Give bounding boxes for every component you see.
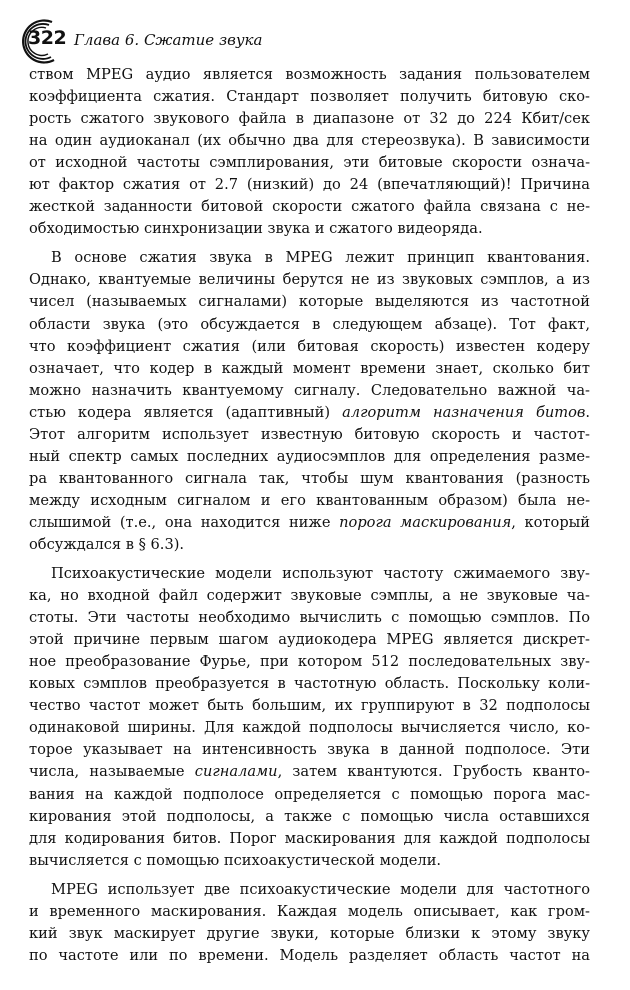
page-header xyxy=(14,16,614,66)
text-line: стоты. Эти частоты необходимо вычислить с помощью сэмплов. По xyxy=(29,609,590,627)
text-line: на один аудиоканал (их обычно два для стереозвука). В зависимости xyxy=(29,132,590,150)
text-line xyxy=(29,402,590,424)
body-text xyxy=(29,64,590,974)
text-line: ством MPEG аудио является возможность задания пользователем xyxy=(29,66,590,83)
text-line: жесткой заданности битовой скорости сжатого файла связана с не- xyxy=(29,198,590,216)
text-line: торое указывает на интенсивность звука в данной подполосе. Эти xyxy=(29,741,590,759)
emphasized-term: алгоритм назначения битов xyxy=(342,403,586,421)
text-segment: стью кодера является (адаптивный) xyxy=(29,403,331,421)
text-line: обсуждался в § 6.3). xyxy=(29,535,185,553)
page-number-badge xyxy=(14,16,67,66)
text-line: чисел (называемых сигналами) которые выделяются из частотной xyxy=(29,293,590,311)
text-line: что коэффициент сжатия (или битовая скорость) известен кодеру xyxy=(29,337,590,355)
text-line: коэффициента сжатия. Стандарт позволяет получить битовую ско- xyxy=(29,88,590,106)
paragraph-2 xyxy=(29,247,590,556)
text-line: Однако, квантуемые величины берутся не из звуковых сэмплов, а из xyxy=(29,271,590,289)
text-line: В основе сжатия звука в MPEG лежит принцип квантования. xyxy=(51,249,590,267)
paragraph-1 xyxy=(29,64,590,240)
text-segment: , который xyxy=(511,513,590,531)
text-line: кирования этой подполосы, а также с помощью числа оставшихся xyxy=(29,807,590,825)
emphasized-term: сигналами xyxy=(194,763,278,781)
text-line: области звука (это обсуждается в следующем абзаце). Тот факт, xyxy=(29,315,590,333)
text-line: Психоакустические модели используют частоту сжимаемого зву- xyxy=(51,565,590,583)
text-line: этой причине первым шагом аудиокодера MPEG является дискрет- xyxy=(29,631,590,649)
text-segment: числа, называемые xyxy=(29,763,185,781)
text-line: ный спектр самых последних аудиосэмплов для определения разме- xyxy=(29,447,590,465)
paragraph-4 xyxy=(29,879,590,967)
text-line: чество частот может быть большим, их группируют в 32 подполосы xyxy=(29,697,590,715)
text-line: по частоте или по времени. Модель разделяет область частот на xyxy=(29,946,590,964)
text-line: ковых сэмплов преобразуется в частотную область. Поскольку коли- xyxy=(29,675,590,693)
text-segment: , затем квантуются. Грубость кванто- xyxy=(277,763,590,781)
text-line: рость сжатого звукового файла в диапазоне от 32 до 224 Кбит/сек xyxy=(29,110,590,128)
text-line: обходимостью синхронизации звука и сжатого видеоряда. xyxy=(29,220,483,238)
text-line: ют фактор сжатия от 2.7 (низкий) до 24 (впечатляющий)! Причина xyxy=(29,176,590,194)
page-number: 322 xyxy=(28,27,67,49)
text-line: кий звук маскирует другие звуки, которые близки к этому звуку xyxy=(29,924,590,942)
text-segment: слышимой (т.е., она находится ниже xyxy=(29,513,331,531)
text-segment: . xyxy=(585,403,590,421)
text-line xyxy=(29,761,590,783)
text-line: MPEG использует две психоакустические модели для частотного xyxy=(51,880,590,898)
text-line: Этот алгоритм использует известную битовую скорость и частот- xyxy=(29,425,590,443)
text-line: для кодирования битов. Порог маскирования для каждой подполосы xyxy=(29,829,590,847)
paragraph-3 xyxy=(29,563,590,872)
text-line: можно назначить квантуемому сигналу. Следовательно важной ча- xyxy=(29,381,590,399)
running-head: Глава 6. Сжатие звука xyxy=(74,31,263,49)
text-line: означает, что кодер в каждый момент времени знает, сколько бит xyxy=(29,359,590,377)
text-line: между исходным сигналом и его квантованным образом) была не- xyxy=(29,491,590,509)
text-line: вания на каждой подполосе определяется с помощью порога мас- xyxy=(29,785,590,803)
text-line: ра квантованного сигнала так, чтобы шум квантования (разность xyxy=(29,469,590,487)
emphasized-term: порога маскирования xyxy=(339,513,512,531)
text-line: одинаковой ширины. Для каждой подполосы вычисляется число, ко- xyxy=(29,719,590,737)
text-line xyxy=(29,512,590,534)
text-line: ка, но входной файл содержит звуковые сэмплы, а не звуковые ча- xyxy=(29,587,590,605)
text-line: от исходной частоты сэмплирования, эти битовые скорости означа- xyxy=(29,154,590,172)
text-line: вычисляется с помощью психоакустической модели. xyxy=(29,851,442,869)
text-line: ное преобразование Фурье, при котором 512 последовательных зву- xyxy=(29,653,590,671)
text-line: и временного маскирования. Каждая модель описывает, как гром- xyxy=(29,902,590,920)
